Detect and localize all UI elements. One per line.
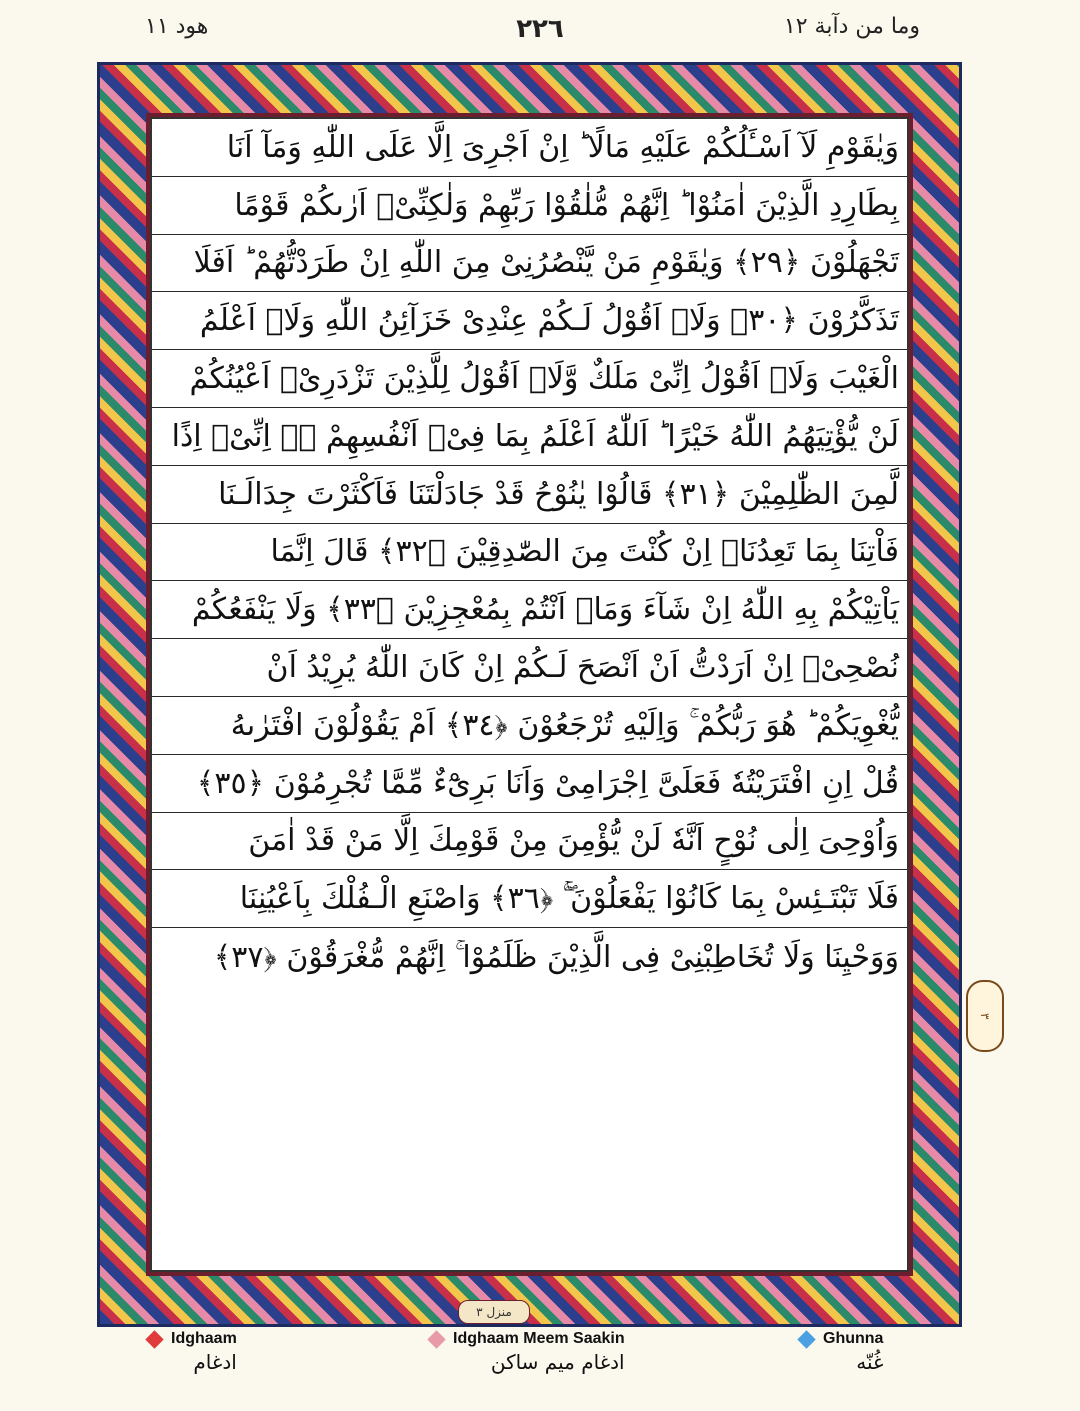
legend-label: Idghaam bbox=[171, 1330, 237, 1347]
surah-name: هود ١١ bbox=[145, 14, 209, 39]
legend-idghaam bbox=[148, 1330, 237, 1410]
ornamental-border bbox=[97, 62, 962, 1327]
text-line-10: نُصْحِىْۤ اِنْ اَرَدْتُّ اَنْ اَنْصَحَ لَـكُمْ اِنْ كَانَ اللّٰهُ يُرِيْدُ اَنْ bbox=[152, 639, 907, 697]
manzil-badge: منزل ٣ bbox=[458, 1300, 530, 1324]
diamond-icon bbox=[797, 1330, 815, 1348]
text-line-12: قُلْ اِنِ افْتَرَيْتُهٗ فَعَلَىَّ اِجْرَامِىْ وَاَنَا بَرِىْٓءٌ مِّمَّا تُجْرِمُوْنَ ﴿٣٥﴾ bbox=[152, 755, 907, 813]
juz-name: وما من دآبة ١٢ bbox=[783, 14, 920, 39]
text-line-9: يَاْتِيْكُمْ بِهِ اللّٰهُ اِنْ شَآءَ وَمَاۤ اَنْتُمْ بِمُعْجِزِيْنَ ﴿٣٣﴾ وَلَا يَنْفَعُكُمْ bbox=[152, 581, 907, 639]
legend-label: Idghaam Meem Saakin bbox=[453, 1330, 625, 1347]
diamond-icon bbox=[427, 1330, 445, 1348]
legend-urdu: ادغام bbox=[193, 1350, 237, 1374]
text-line-5: الْغَيْبَ وَلَاۤ اَقُوْلُ اِنِّىْ مَلَكٌ وَّلَاۤ اَقُوْلُ لِلَّذِيْنَ تَزْدَرِىْۤ اَعْيُنُكُمْ bbox=[152, 350, 907, 408]
text-line-7: لَّمِنَ الظّٰلِمِيْنَ ﴿٣١﴾ قَالُوْا يٰنُوْحُ قَدْ جَادَلْتَنَا فَاَكْثَرْتَ جِدَالَـنَا bbox=[152, 466, 907, 524]
text-line-11: يُّغْوِيَكُمْ ؕ هُوَ رَبُّكُمْ ۚ وَاِلَيْهِ تُرْجَعُوْنَ ﴿٣٤﴾ اَمْ يَقُوْلُوْنَ افْتَرٰٮهُ bbox=[152, 697, 907, 755]
text-line-14: فَلَا تَبْتَـئِسْ بِمَا كَانُوْا يَفْعَلُوْنَ ۖۚ ﴿٣٦﴾ وَاصْنَعِ الْـفُلْكَ بِاَعْيُنِنَا bbox=[152, 870, 907, 928]
legend-urdu: غُنّه bbox=[856, 1350, 884, 1374]
text-area bbox=[150, 117, 909, 1272]
legend-ghunna bbox=[800, 1330, 883, 1410]
text-line-15: وَوَحْيِنَا وَلَا تُخَاطِبْنِىْ فِى الَّذِيْنَ ظَلَمُوْا ۚ اِنَّهُمْ مُّغْرَقُوْنَ ﴿٣٧﴾ bbox=[213, 939, 899, 975]
legend-label: Ghunna bbox=[823, 1330, 884, 1347]
text-line-8: فَاْتِنَا بِمَا تَعِدُنَاۤ اِنْ كُنْتَ مِنَ الصّٰدِقِيْنَ ﴿٣٢﴾ قَالَ اِنَّمَا bbox=[152, 524, 907, 582]
text-line-1: وَيٰقَوْمِ لَآ اَسْـَٔلُكُمْ عَلَيْهِ مَالًا ؕ اِنْ اَجْرِىَ اِلَّا عَلَى اللّٰهِ وَمَآ اَنَا bbox=[152, 119, 907, 177]
text-line-13: وَاُوْحِىَ اِلٰى نُوْحٍ اَنَّهٗ لَنْ يُّؤْمِنَ مِنْ قَوْمِكَ اِلَّا مَنْ قَدْ اٰمَنَ bbox=[152, 813, 907, 871]
text-line-4: تَذَكَّرُوْنَ ﴿٣٠﴾ وَلَاۤ اَقُوْلُ لَـكُمْ عِنْدِىْ خَزَآئِنُ اللّٰهِ وَلَاۤ اَعْلَمُ bbox=[152, 292, 907, 350]
inner-border bbox=[146, 113, 913, 1276]
text-line-2: بِطَارِدِ الَّذِيْنَ اٰمَنُوْا ؕ اِنَّهُمْ مُّلٰقُوْا رَبِّهِمْ وَلٰكِنِّىْۤ اَرٰىكُمْ قَوْمًا bbox=[152, 177, 907, 235]
ruku-marker: ٣ bbox=[966, 980, 1004, 1052]
diamond-icon bbox=[145, 1330, 163, 1348]
page-header bbox=[0, 0, 1080, 70]
legend-urdu: ادغام میم ساکن bbox=[490, 1350, 625, 1374]
legend-idghaam-meem-saakin bbox=[430, 1330, 625, 1410]
page-number: ٢٢٦ bbox=[516, 14, 564, 44]
text-line-6: لَنْ يُّؤْتِيَهُمُ اللّٰهُ خَيْرًا ؕ اَللّٰهُ اَعْلَمُ بِمَا فِىْۤ اَنْفُسِهِمْ ۖۚ اِنِّىْۤ اِذًا bbox=[152, 408, 907, 466]
text-line-3: تَجْهَلُوْنَ ﴿٢٩﴾ وَيٰقَوْمِ مَنْ يَّنْصُرُنِىْ مِنَ اللّٰهِ اِنْ طَرَدْتُّهُمْ ؕ اَفَلَا bbox=[152, 235, 907, 293]
